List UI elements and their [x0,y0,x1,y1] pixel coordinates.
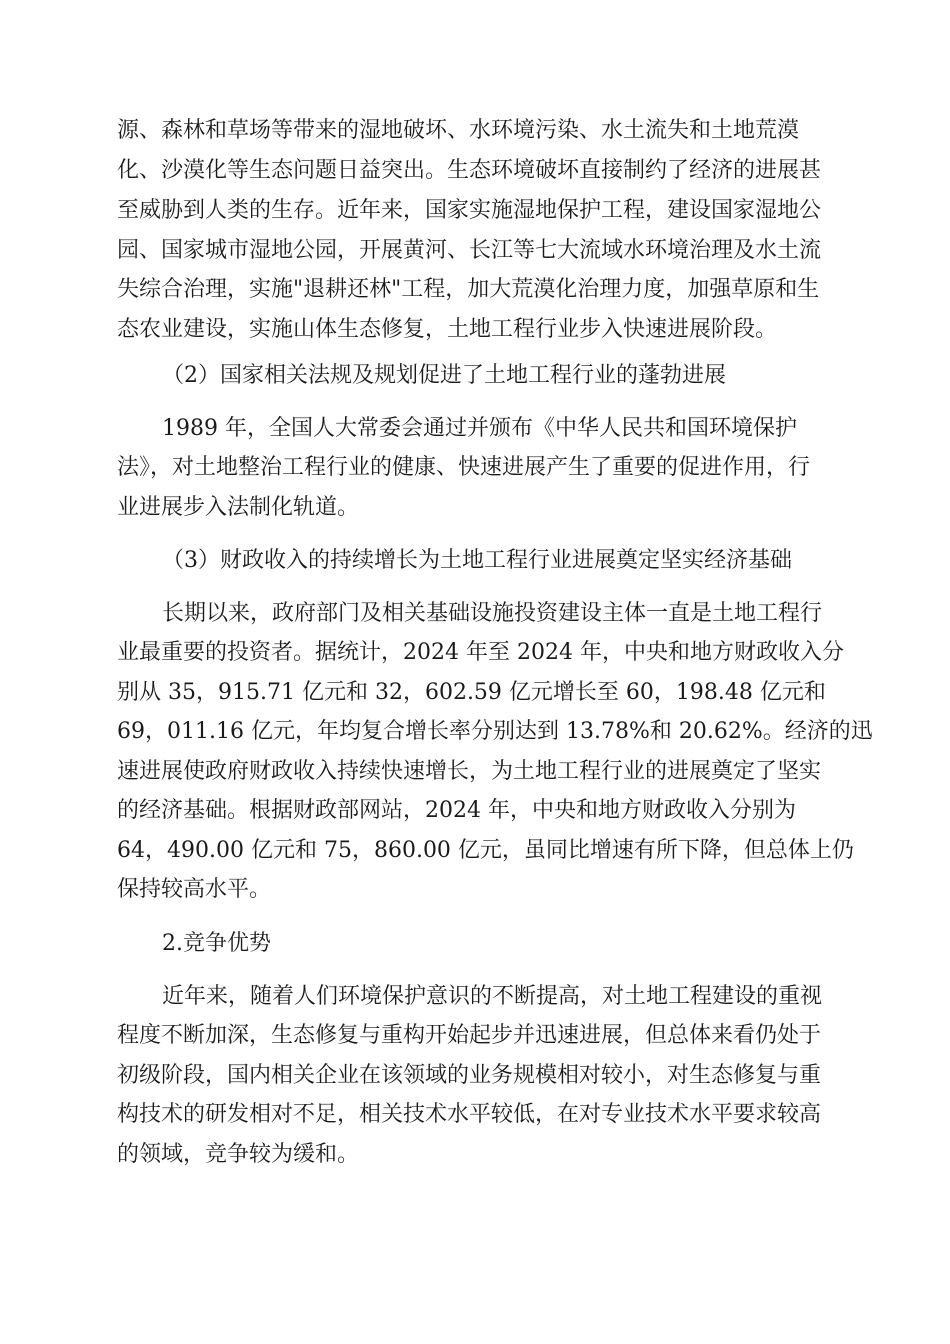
paragraph-line: 64，490.00 亿元和 75，860.00 亿元，虽同比增速有所下降，但总体上仍 [117,838,854,863]
section-heading: （2）国家相关法规及规划促进了土地工程行业的蓬勃进展 [162,363,726,388]
paragraph-line: 的领域，竞争较为缓和。 [117,1142,360,1167]
paragraph-line: 态农业建设，实施山体生态修复，土地工程行业步入快速进展阶段。 [117,317,778,342]
paragraph-line: 至威胁到人类的生存。近年来，国家实施湿地保护工程，建设国家湿地公 [117,198,822,223]
paragraph-line: 程度不断加深，生态修复与重构开始起步并迅速进展，但总体来看仍处于 [117,1023,822,1048]
paragraph-line: 1989 年，全国人大常委会通过并颁布《中华人民共和国环境保护 [162,416,797,441]
paragraph-line: 源、森林和草场等带来的湿地破坏、水环境污染、水土流失和土地荒漠 [117,118,800,143]
paragraph-line: 构技术的研发相对不足，相关技术水平较低，在对专业技术水平要求较高 [117,1102,822,1127]
paragraph-line: 的经济基础。根据财政部网站，2024 年，中央和地方财政收入分别为 [117,798,796,823]
section-heading: 2.竞争优势 [162,931,271,956]
paragraph-line: 法》，对土地整治工程行业的健康、快速进展产生了重要的促进作用，行 [117,455,811,480]
paragraph-line: 失综合治理，实施"退耕还林"工程，加大荒漠化治理力度，加强草原和生 [117,277,820,302]
paragraph-line: 速进展使政府财政收入持续快速增长，为土地工程行业的进展奠定了坚实 [117,759,822,784]
paragraph-line: 化、沙漠化等生态问题日益突出。生态环境破坏直接制约了经济的进展甚 [117,158,822,183]
paragraph-line: 园、国家城市湿地公园，开展黄河、长江等七大流域水环境治理及水土流 [117,238,822,263]
paragraph-line: 别从 35，915.71 亿元和 32，602.59 亿元增长至 60，198.48 亿元和 [117,680,826,705]
paragraph-line: 初级阶段，国内相关企业在该领域的业务规模相对较小，对生态修复与重 [117,1063,822,1088]
section-heading: （3）财政收入的持续增长为土地工程行业进展奠定坚实经济基础 [162,548,792,573]
paragraph-line: 长期以来，政府部门及相关基础设施投资建设主体一直是土地工程行 [162,601,823,626]
paragraph-line: 保持较高水平。 [117,877,272,902]
paragraph-line: 69，011.16 亿元，年均复合增长率分别达到 13.78%和 20.62%。经济的迅 [117,719,873,744]
paragraph-line: 业最重要的投资者。据统计，2024 年至 2024 年，中央和地方财政收入分 [117,640,844,665]
paragraph-line: 业进展步入法制化轨道。 [117,495,360,520]
paragraph-line: 近年来，随着人们环境保护意识的不断提高，对土地工程建设的重视 [162,984,823,1009]
